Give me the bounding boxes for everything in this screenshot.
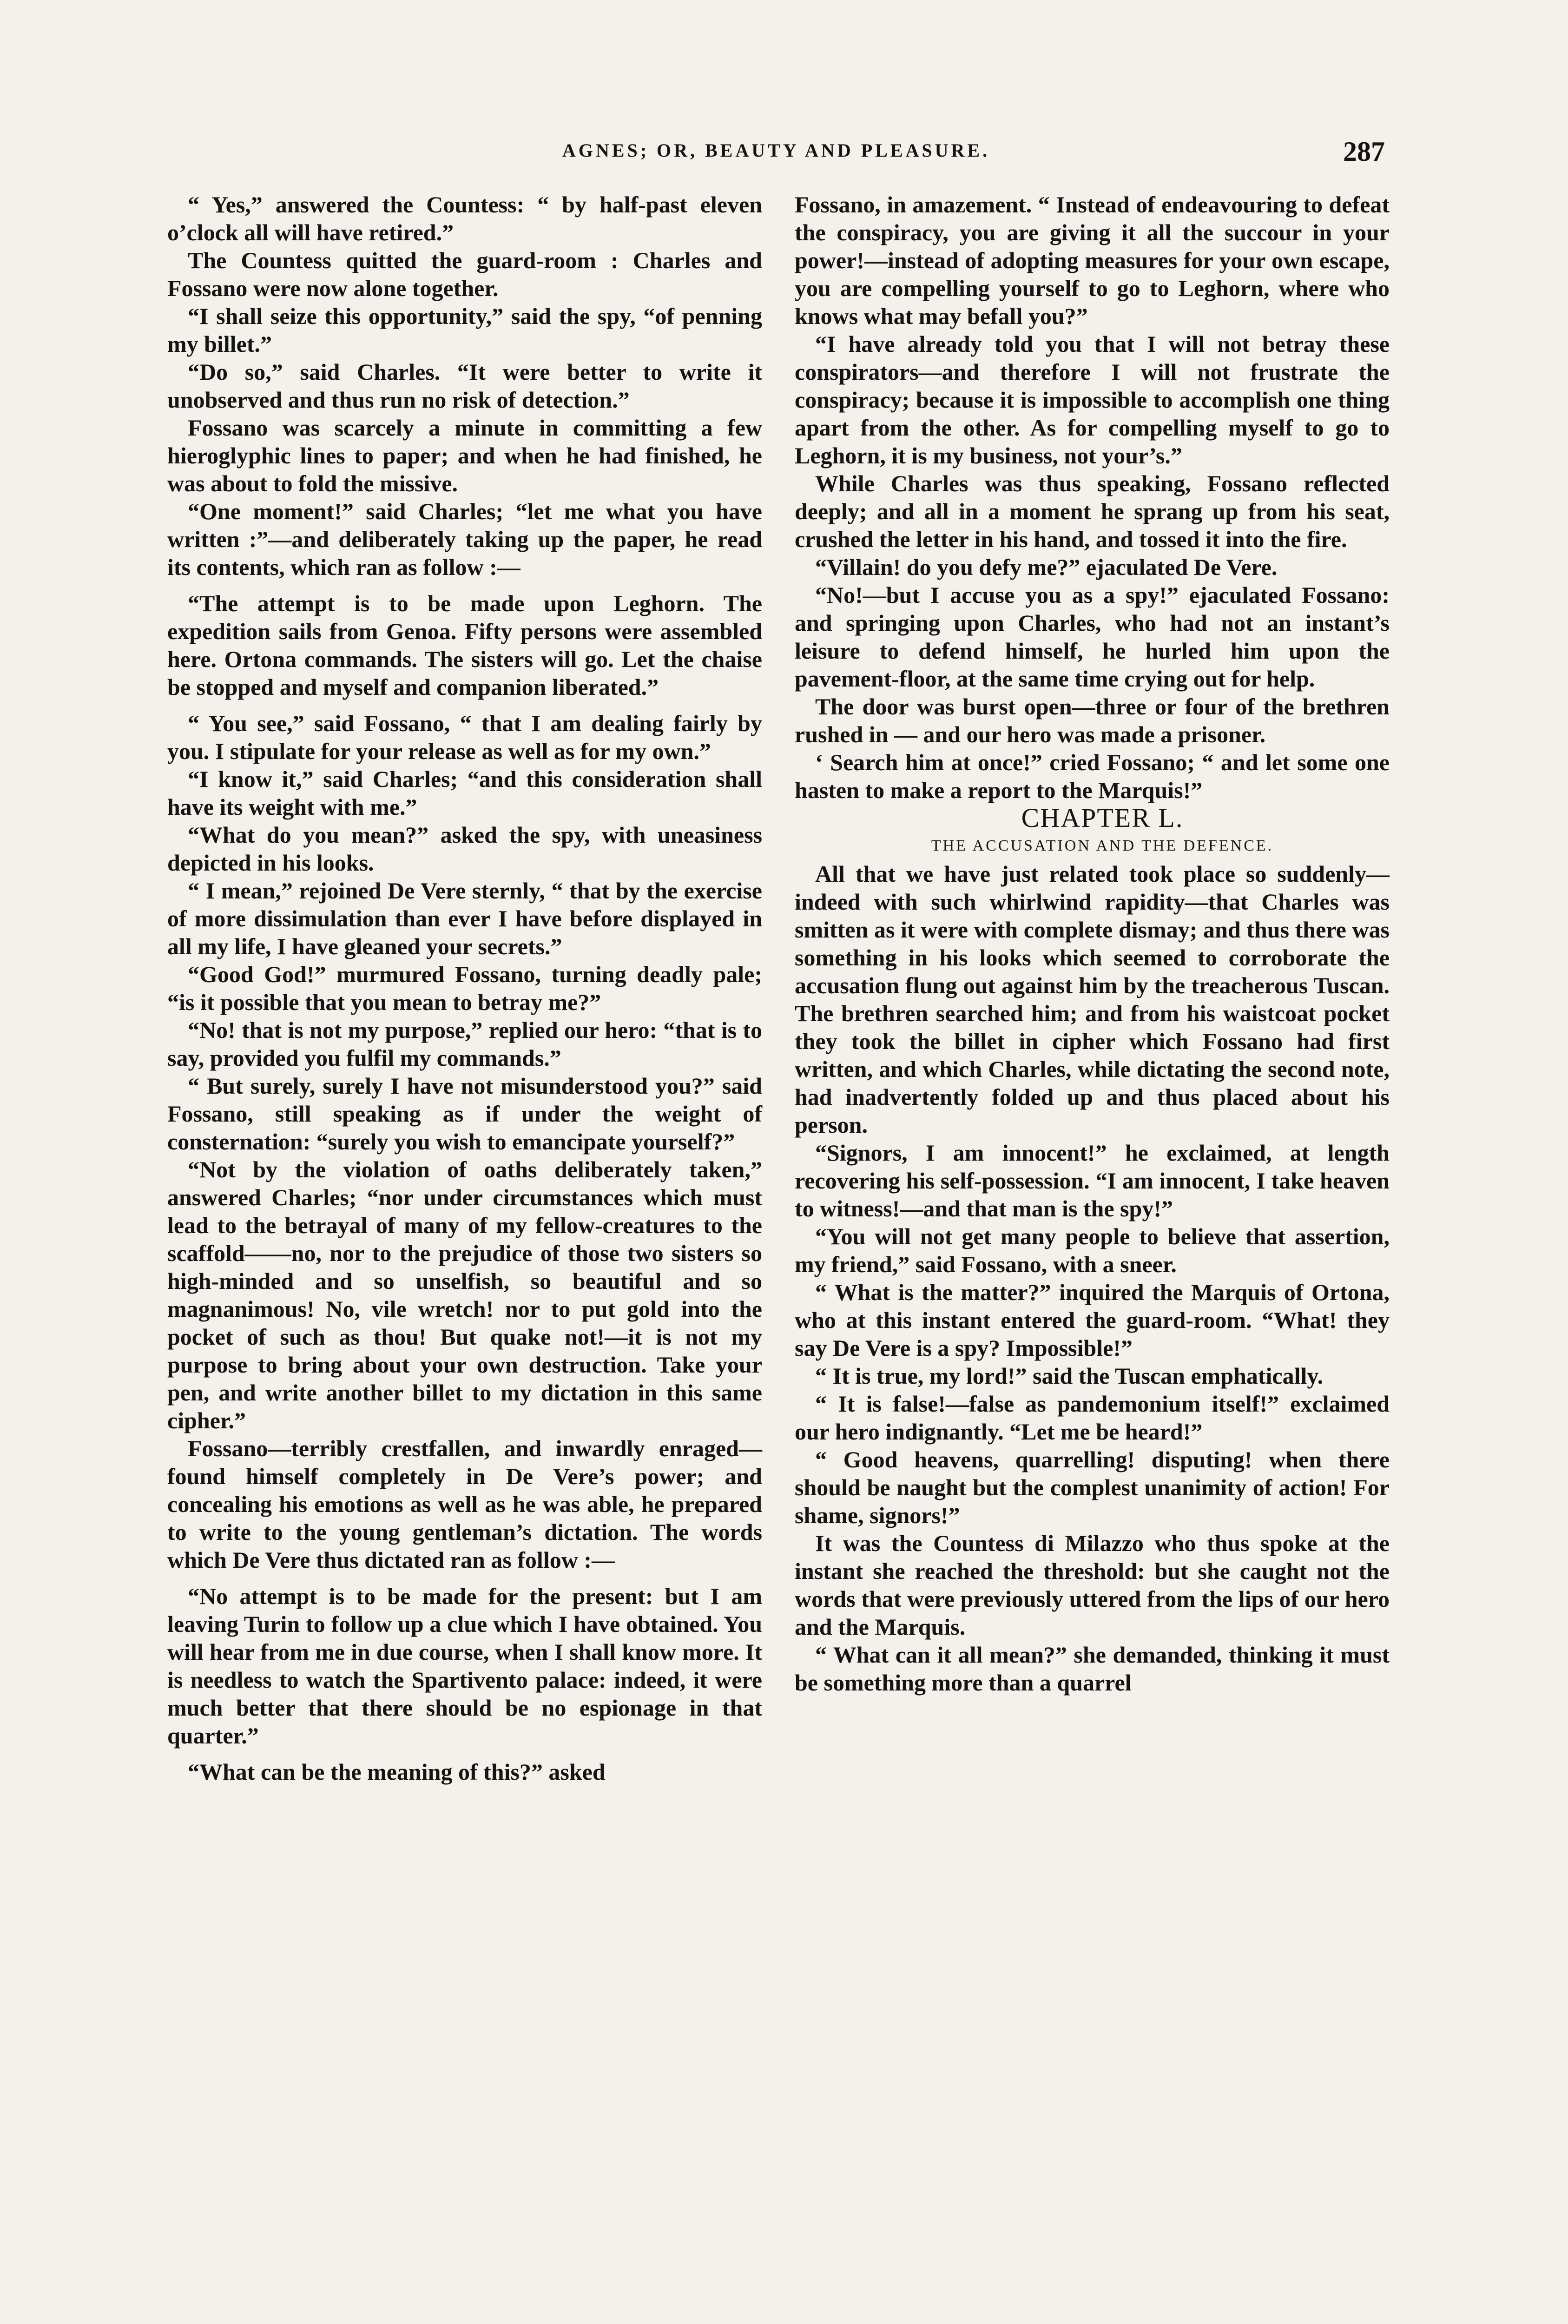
paragraph: “No!—but I accuse you as a spy!” ejaculated Fossano: and springing upon Charles, who had not an instant’s leisure to defend himself, he hurled him upon the pavement-floor, at the same time crying out for help. (795, 582, 1390, 692)
paragraph: “ Good heavens, quarrelling! disputing! when there should be naught but the complest unanimity of action! For shame, signors!” (795, 1446, 1390, 1528)
paragraph: “You will not get many people to believe that assertion, my friend,” said Fossano, with a sneer. (795, 1223, 1390, 1277)
paragraph: “One moment!” said Charles; “let me what you have written :”—and deliberately taking up the paper, he read its contents, which ran as follow :— (167, 498, 762, 580)
left-column (167, 191, 762, 1786)
chapter-title: CHAPTER L. (1021, 803, 1184, 833)
paragraph: “Not by the violation of oaths deliberately taken,” answered Charles; “nor under circumstances which must lead to the betrayal of many of my fellow-creatures to the scaffold——no, nor to the prejudice of those two sisters so high-minded and so unselfish, so beautiful and so magnanimous! No, vile wretch! nor to put gold into the pocket of such as thou! But quake not!—it is not my purpose to bring about your own destruction. Take your pen, and write another billet to my dictation in this same cipher.” (167, 1156, 762, 1433)
paragraph: “Signors, I am innocent!” he exclaimed, at length recovering his self-possession. “I am innocent, I take heaven to witness!—and that man is the spy!” (795, 1140, 1390, 1221)
paragraph: “ It is true, my lord!” said the Tuscan emphatically. (815, 1363, 1324, 1389)
paragraph: “ You see,” said Fossano, “ that I am dealing fairly by you. I stipulate for your release as well as for my own.” (167, 710, 762, 764)
paragraph: The door was burst open—three or four of the brethren rushed in — and our hero was made a prisoner. (795, 693, 1390, 747)
paragraph: “ What can it all mean?” she demanded, thinking it must be something more than a quarrel (795, 1642, 1390, 1696)
paragraph: Fossano was scarcely a minute in committing a few hieroglyphic lines to paper; and when he had finished, he was about to fold the missive. (167, 415, 762, 496)
paragraph: “ It is false!—false as pandemonium itself!” exclaimed our hero indignantly. “Let me be heard!” (795, 1391, 1390, 1445)
running-header (167, 136, 1385, 177)
paragraph: “ But surely, surely I have not misunderstood you?” said Fossano, still speaking as if under the weight of consternation: “surely you wish to emancipate yourself?” (167, 1073, 762, 1155)
paragraph: “Good God!” murmured Fossano, turning deadly pale; “is it possible that you mean to betray me?” (167, 961, 762, 1015)
paragraph: “ I mean,” rejoined De Vere sternly, “ that by the exercise of more dissimulation than ever I have before displayed in all my life, I have gleaned your secrets.” (167, 878, 762, 959)
dictated-message-quote: “No attempt is to be made for the present: but I am leaving Turin to follow up a clue which I have obtained. You will hear from me in due course, when I shall know more. It is needless to watch the Spartivento palace: indeed, it were much better that there should be no espionage in that quarter.” (167, 1583, 762, 1749)
chapter-subtitle: THE ACCUSATION AND THE DEFENCE. (931, 837, 1274, 854)
paragraph: “ Yes,” answered the Countess: “ by half-past eleven o’clock all will have retired.” (167, 191, 762, 245)
page-number: 287 (1343, 136, 1385, 167)
paragraph: All that we have just related took place so suddenly—indeed with such whirlwind rapidity—that Charles was smitten as it were with complete dismay; and thus there was something in his looks which seemed to corroborate the accusation flung out against him by the treacherous Tuscan. The brethren searched him; and from his waistcoat pocket they took the billet in cipher which Fossano had first written, and which Charles, while dictating the second note, had inadvertently folded up and thus placed about his person. (795, 861, 1390, 1138)
paragraph: “Do so,” said Charles. “It were better to write it unobserved and thus run no risk of detection.” (167, 359, 762, 413)
paragraph: “No! that is not my purpose,” replied our hero: “that is to say, provided you fulfil my commands.” (167, 1017, 762, 1071)
paragraph: Fossano, in amazement. “ Instead of endeavouring to defeat the conspiracy, you are giving it all the succour in your power!—instead of adopting measures for your own escape, you are compelling yourself to go to Leghorn, where who knows what may befall you?” (795, 191, 1390, 329)
paragraph: “ What is the matter?” inquired the Marquis of Ortona, who at this instant entered the guard-room. “What! they say De Vere is a spy? Impossible!” (795, 1279, 1390, 1361)
paragraph: “I shall seize this opportunity,” said the spy, “of penning my billet.” (167, 303, 762, 357)
paragraph: Fossano—terribly crestfallen, and inwardly enraged—found himself completely in De Vere’s power; and concealing his emotions as well as he was able, he prepared to write to the young gentleman’s dictation. The words which De Vere thus dictated ran as follow :— (167, 1435, 762, 1573)
paragraph: “Villain! do you defy me?” ejaculated De Vere. (815, 554, 1278, 580)
running-title: AGNES; OR, BEAUTY AND PLEASURE. (562, 140, 990, 161)
paragraph: “I know it,” said Charles; “and this consideration shall have its weight with me.” (167, 766, 762, 820)
paragraph: It was the Countess di Milazzo who thus spoke at the instant she reached the threshold: but she caught not the words that were previously uttered from the lips of our hero and the Marquis. (795, 1530, 1390, 1640)
paragraph: The Countess quitted the guard-room : Charles and Fossano were now alone together. (167, 247, 762, 301)
paragraph: “I have already told you that I will not betray these conspirators—and therefore I will not frustrate the conspiracy; because it is impossible to accomplish one thing apart from the other. As for compelling myself to go to Leghorn, it is my business, not your’s.” (795, 331, 1390, 469)
paragraph: “What do you mean?” asked the spy, with uneasiness depicted in his looks. (167, 822, 762, 876)
cipher-message-quote: “The attempt is to be made upon Leghorn. The expedition sails from Genoa. Fifty persons were assembled here. Ortona commands. The sisters will go. Let the chaise be stopped and myself and companion liberated.” (167, 590, 762, 700)
paragraph: “What can be the meaning of this?” asked (188, 1759, 606, 1785)
paragraph: ‘ Search him at once!” cried Fossano; “ and let some one hasten to make a report to the Marquis!” (795, 749, 1390, 803)
paragraph: While Charles was thus speaking, Fossano reflected deeply; and all in a moment he sprang up from his seat, crushed the letter in his hand, and tossed it into the fire. (795, 470, 1390, 552)
right-column (795, 191, 1390, 1697)
